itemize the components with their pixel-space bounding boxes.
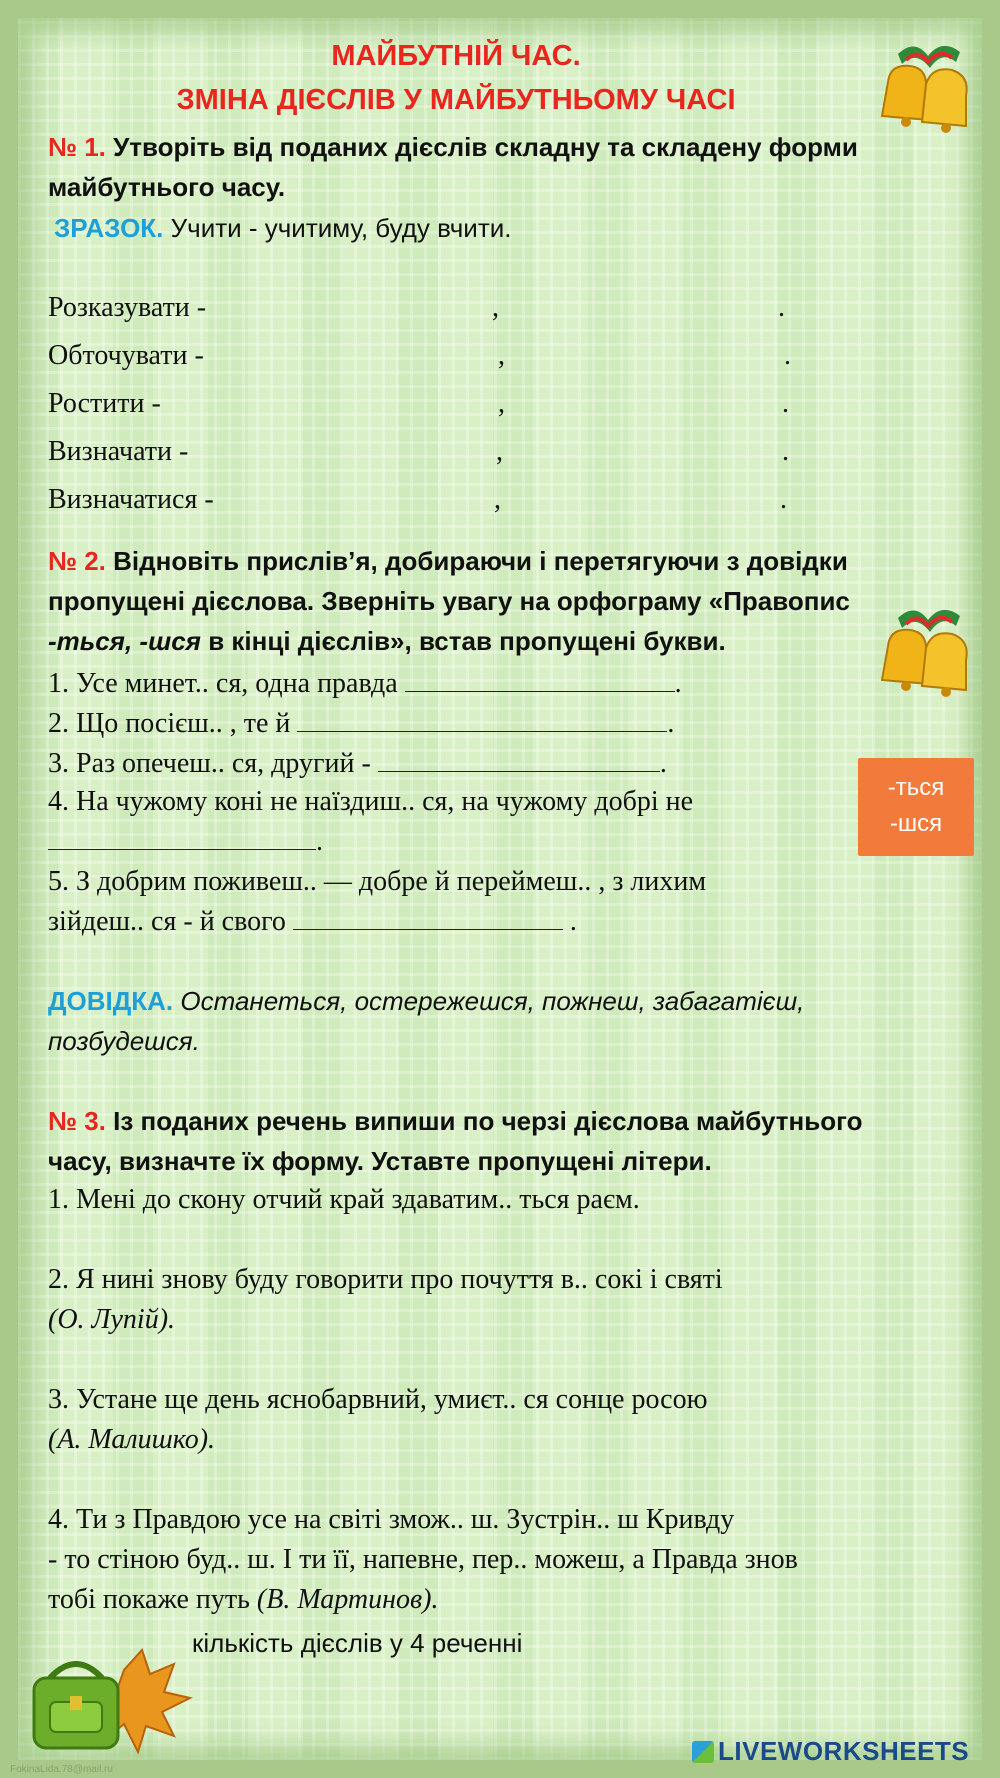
verb-row-4-comma: , — [496, 436, 503, 467]
task3-sentence-4-line2: - то стіною буд.. ш. І ти її, напевне, пер.. можеш, а Правда знов — [48, 1544, 798, 1575]
task3-sentence-3: 3. Устане ще день яснобарвний, умиєт.. ся сонце росою — [48, 1384, 708, 1415]
title-line-2: ЗМІНА ДІЄСЛІВ У МАЙБУТНЬОМУ ЧАСІ — [176, 84, 736, 116]
proverb-4-line2 — [48, 826, 323, 858]
task3-sentence-4-author: (В. Мартинов). — [256, 1584, 439, 1615]
proverb-1-text: 1. Усе минет.. ся, одна правда — [48, 668, 398, 699]
bells-decoration-middle — [870, 598, 980, 708]
proverb-1-period: . — [674, 668, 682, 699]
task3-text-line2: часу, визначте їх форму. Уставте пропущені літери. — [48, 1146, 712, 1176]
proverb-3 — [48, 748, 667, 780]
task3-sentence-4-line1: 4. Ти з Правдою усе на світі змож.. ш. Зустрін.. ш Кривду — [48, 1504, 735, 1535]
verb-row-2-period: . — [784, 340, 791, 371]
sample-label: ЗРАЗОК. — [54, 213, 164, 243]
verb-row-5-comma: , — [494, 484, 501, 515]
sample-text: Учити - учитиму, буду вчити. — [170, 213, 512, 243]
task3-heading — [48, 1106, 862, 1137]
task2-orthogram: -ться, -шся — [48, 626, 201, 656]
verb-row-5-label: Визначатися - — [48, 484, 214, 515]
proverb-5-period: . — [569, 906, 577, 937]
task1-number: № 1. — [48, 132, 106, 162]
proverb-5-blank[interactable] — [293, 907, 563, 930]
reference-line1 — [48, 986, 804, 1017]
proverb-2-period: . — [667, 708, 675, 739]
task1-heading — [48, 132, 858, 163]
suffix-tsia[interactable]: -ться — [887, 774, 945, 801]
task3-sentence-2: 2. Я нині знову буду говорити про почуття в.. сокі і святі — [48, 1264, 723, 1295]
proverb-1-blank[interactable] — [405, 669, 675, 692]
verb-row-3-comma: , — [498, 388, 505, 419]
verb-row-1-period: . — [778, 292, 785, 323]
liveworksheets-brand-text: LIVEWORKSHEETS — [718, 1736, 970, 1766]
task1-text-line1: Утворіть від поданих дієслів складну та складену форми — [113, 132, 858, 162]
verb-row-2-label: Обточувати - — [48, 340, 204, 371]
verb-row-5-period: . — [780, 484, 787, 515]
verb-row-4-period: . — [782, 436, 789, 467]
proverb-5-text: зійдеш.. ся - й свого — [48, 906, 286, 937]
sample-line — [54, 213, 511, 244]
task3-number: № 3. — [48, 1106, 106, 1136]
liveworksheets-icon — [692, 1741, 714, 1763]
proverb-3-blank[interactable] — [378, 749, 660, 772]
task2-text-line1: Відновіть прислів’я, добираючи і перетягуючи з довідки — [113, 546, 848, 576]
task3-sentence-1: 1. Мені до скону отчий край здаватим.. ться раєм. — [48, 1184, 640, 1215]
proverb-2-blank[interactable] — [297, 709, 667, 732]
verb-row-4-label: Визначати - — [48, 436, 189, 467]
author-watermark: FokinaLida.78@mail.ru — [10, 1764, 113, 1775]
task2-number: № 2. — [48, 546, 106, 576]
task3-sentence-3-author: (А. Малишко). — [48, 1424, 216, 1455]
task3-sentence-4-line3 — [48, 1584, 438, 1616]
proverb-3-period: . — [659, 748, 667, 779]
task2-text-line3 — [48, 626, 726, 657]
reference-label: ДОВІДКА. — [48, 986, 174, 1016]
verb-row-3-label: Ростити - — [48, 388, 161, 419]
task2-text-line2: пропущені дієслова. Зверніть увагу на орфограму «Правопис — [48, 586, 850, 616]
liveworksheets-logo[interactable] — [692, 1736, 969, 1767]
reference-words-2: позбудешся. — [48, 1026, 200, 1056]
task3-sentence-4-text: тобі покаже путь — [48, 1584, 257, 1615]
title-line-1: МАЙБУТНІЙ ЧАС. — [331, 40, 581, 72]
bells-decoration-top — [870, 34, 980, 144]
proverb-5-line2 — [48, 906, 577, 938]
proverb-4-line1: 4. На чужому коні не наїздиш.. ся, на чужому добрі не — [48, 786, 694, 817]
suffix-shsia[interactable]: -шся — [889, 810, 943, 837]
proverb-1 — [48, 668, 682, 700]
task3-sentence-2-author: (О. Лупій). — [48, 1304, 176, 1335]
verb-count-label: кількість дієслів у 4 реченні — [192, 1628, 523, 1658]
task3-text-line1: Із поданих речень випиши по черзі дієслова майбутнього — [113, 1106, 863, 1136]
proverb-5-line1: 5. З добрим поживеш.. — добре й переймеш.. , з лихим — [48, 866, 707, 897]
verb-row-2-comma: , — [498, 340, 505, 371]
verb-row-1-comma: , — [492, 292, 499, 323]
proverb-2 — [48, 708, 674, 740]
proverb-2-text: 2. Що посієш.. , те й — [48, 708, 291, 739]
reference-words-1: Останеться, остережешся, пожнеш, забагатієш, — [180, 986, 805, 1016]
task2-text-line3-rest: в кінці дієслів», встав пропущені букви. — [200, 626, 726, 656]
proverb-3-text: 3. Раз опечеш.. ся, другий - — [48, 748, 371, 779]
suffix-options-box — [858, 758, 974, 856]
verb-row-1-label: Розказувати - — [48, 292, 207, 323]
task2-heading — [48, 546, 848, 577]
task1-text-line2: майбутнього часу. — [48, 172, 286, 202]
verb-row-3-period: . — [782, 388, 789, 419]
proverb-4-period: . — [316, 826, 323, 857]
proverb-4-blank[interactable] — [48, 827, 316, 850]
schoolbag-decoration — [24, 1640, 194, 1760]
